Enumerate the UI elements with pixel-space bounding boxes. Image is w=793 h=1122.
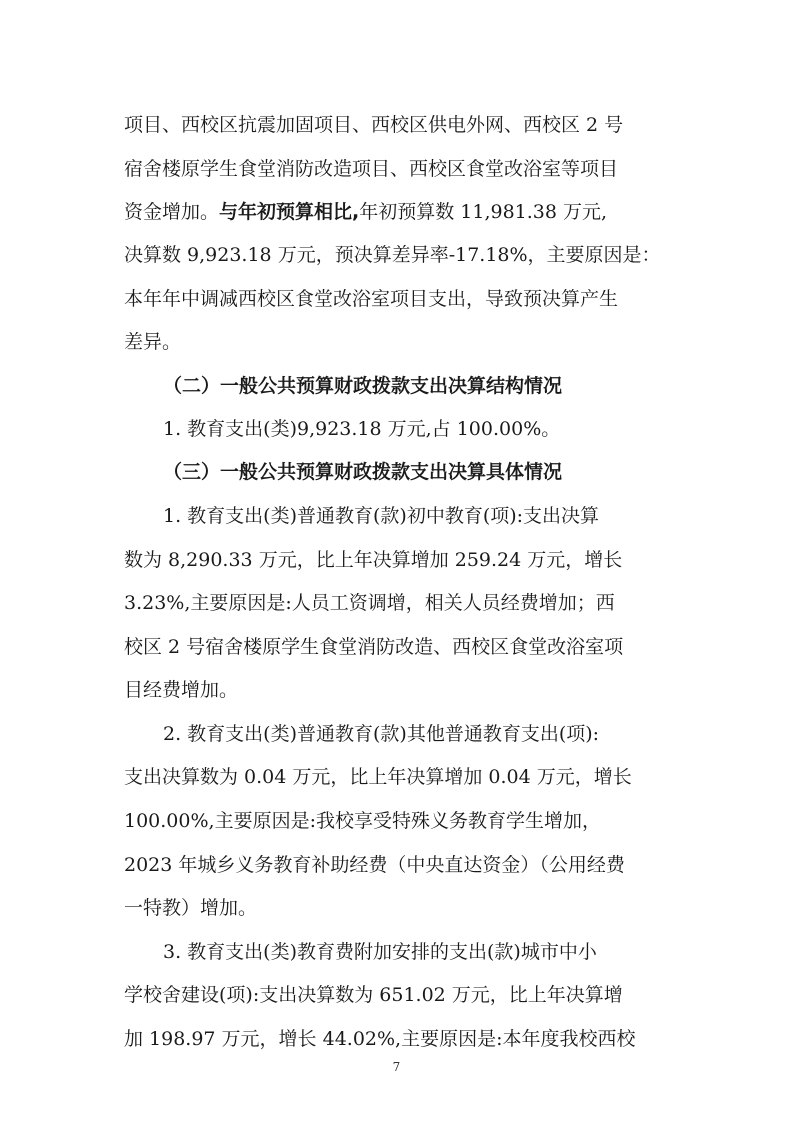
paragraph-line: 加 198.97 万元，增长 44.02%,主要原因是:本年度我校西校 xyxy=(124,1028,636,1050)
section-heading: （三）一般公共预算财政拨款支出决算具体情况 xyxy=(163,461,563,483)
paragraph-line: 一特教）增加。 xyxy=(124,897,258,919)
paragraph-line: 3. 教育支出(类)教育费附加安排的支出(款)城市中小 xyxy=(163,941,597,963)
paragraph-line: 本年年中调减西校区食堂改浴室项目支出，导致预决算产生 xyxy=(124,288,619,310)
paragraph-line: 2. 教育支出(类)普通教育(款)其他普通教育支出(项): xyxy=(163,723,600,745)
text-run: 年初预算数 11,981.38 万元, xyxy=(359,201,608,223)
structure-item: 1. 教育支出(类)9,923.18 万元,占 100.00%。 xyxy=(163,418,561,440)
paragraph-line: 目经费增加。 xyxy=(124,679,239,701)
paragraph-line: 项目、西校区抗震加固项目、西校区供电外网、西校区 2 号 xyxy=(124,114,624,136)
paragraph-line: 差异。 xyxy=(124,331,182,353)
paragraph-line: 1. 教育支出(类)普通教育(款)初中教育(项):支出决算 xyxy=(163,505,600,527)
paragraph-line: 3.23%,主要原因是:人员工资调增，相关人员经费增加；西 xyxy=(124,592,615,614)
paragraph-line: 学校舍建设(项):支出决算数为 651.02 万元，比上年决算增 xyxy=(124,984,623,1006)
paragraph-line: 2023 年城乡义务教育补助经费（中央直达资金）（公用经费 xyxy=(124,854,625,876)
paragraph-line: 数为 8,290.33 万元，比上年决算增加 259.24 万元，增长 xyxy=(124,549,623,571)
paragraph-line: 支出决算数为 0.04 万元，比上年决算增加 0.04 万元，增长 xyxy=(124,766,632,788)
paragraph-line: 100.00%,主要原因是:我校享受特殊义务教育学生增加， xyxy=(124,810,601,832)
paragraph-line: 宿舍楼原学生食堂消防改造项目、西校区食堂改浴室等项目 xyxy=(124,158,619,180)
section-heading: （二）一般公共预算财政拨款支出决算结构情况 xyxy=(163,375,563,397)
page-number: 7 xyxy=(392,1060,401,1074)
text-run: 资金增加。 xyxy=(124,201,220,223)
paragraph-line: 决算数 9,923.18 万元，预决算差异率-17.18%，主要原因是： xyxy=(124,244,661,266)
paragraph-line: 校区 2 号宿舍楼原学生食堂消防改造、西校区食堂改浴室项 xyxy=(124,636,624,658)
bold-phrase: 与年初预算相比, xyxy=(219,201,360,223)
paragraph-line xyxy=(124,200,607,224)
